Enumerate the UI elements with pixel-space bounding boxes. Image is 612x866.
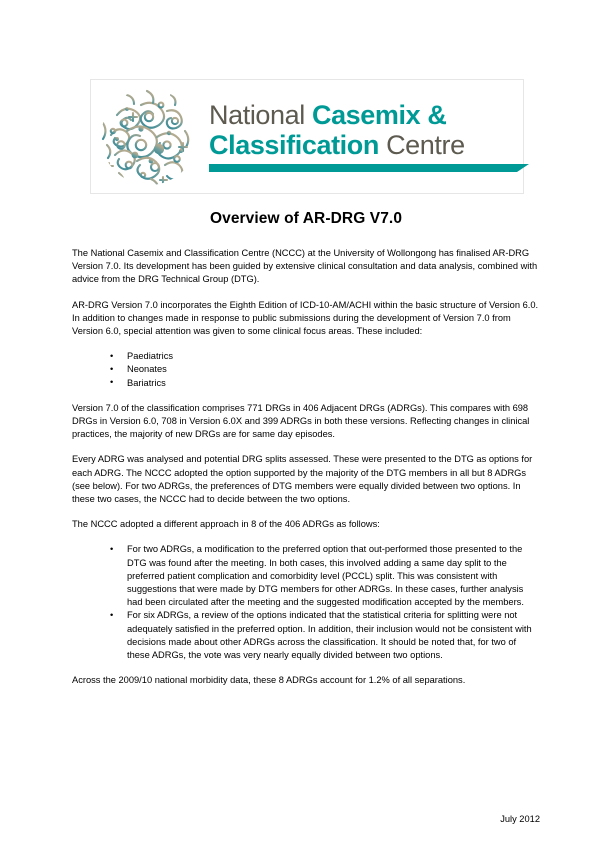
logo-word-national: National bbox=[209, 100, 312, 130]
paragraph-intro: The National Casemix and Classification Centre (NCCC) at the University of Wollongong has finalised AR-DRG Version 7.0. Its development has been guided by extensive clinical consultation and data analysis, combined with advice from the DRG Technical Group (DTG). bbox=[72, 248, 538, 285]
paragraph-version-scope: AR-DRG Version 7.0 incorporates the Eighth Edition of ICD-10-AM/ACHI within the basic structure of Version 6.0. In addition to changes made in response to public submissions during the development of Version 7.0 from Version 6.0, special attention was given to some clinical focus areas. These included: bbox=[72, 299, 539, 337]
logo-word-centre: Centre bbox=[386, 130, 465, 160]
list-item: • For two ADRGs, a modification to the preferred option that out-performed those presented to the DTG was found after the meeting. In both cases, this involved adding a same day split to the preferred patient complication and comorbidity level (PCCL) split. This was consistent with suggestions that were made by DTG members for other ADRGs. In these cases, further analysis had been circulated after the meeting and the suggested modification accepted by the members. bbox=[110, 543, 540, 609]
list-item: • Bariatrics bbox=[110, 377, 540, 390]
different-approach-list bbox=[72, 543, 540, 662]
paragraph-adrg-analysis: Every ADRG was analysed and potential DRG splits assessed. These were presented to the DTG as options for each ADRG. The NCCC adopted the option supported by the majority of the DTG members in all but 8 ADRGs (see below). For two ADRGs, the preferences of DTG members were equally divided between two options. In these two cases, the NCCC had to decide between the two options. bbox=[72, 454, 533, 505]
list-item: • For six ADRGs, a review of the options indicated that the statistical criteria for splitting were not adequately satisfied in the preferred option. In addition, their inclusion would not be consistent with decisions made about other ADRGs across the classification. It should be noted that, for two of these ADRGs, the vote was very nearly equally divided between two options. bbox=[110, 609, 540, 662]
logo-wordmark bbox=[209, 100, 537, 173]
list-item: • Neonates bbox=[110, 363, 540, 376]
logo-banner bbox=[90, 79, 524, 194]
clinical-focus-area-list bbox=[72, 350, 540, 390]
paragraph-different-approach: The NCCC adopted a different approach in 8 of the 406 ADRGs as follows: bbox=[72, 519, 380, 530]
paragraph-drg-counts: Version 7.0 of the classification comprises 771 DRGs in 406 Adjacent DRGs (ADRGs). This compares with 698 DRGs in Version 6.0, 708 in Version 6.0X and 399 ADRGs in both these versions. Reflecting changes in clinical practices, the majority of new DRGs are for same day episodes. bbox=[72, 402, 530, 440]
logo-line-two bbox=[209, 130, 529, 160]
teal-swoosh-rule-icon bbox=[209, 164, 529, 173]
page-title: Overview of AR-DRG V7.0 bbox=[209, 210, 403, 227]
logo-word-classification: Classification bbox=[209, 130, 387, 160]
logo-line-one bbox=[209, 100, 529, 130]
document-body bbox=[72, 247, 540, 699]
document-date: July 2012 bbox=[500, 814, 540, 824]
paragraph-morbidity-summary: Across the 2009/10 national morbidity data, these 8 ADRGs account for 1.2% of all separations. bbox=[72, 675, 466, 686]
nccc-circular-doodle-mark-icon bbox=[97, 85, 201, 189]
list-item: • Paediatrics bbox=[110, 350, 540, 363]
logo-word-casemix-amp: Casemix & bbox=[311, 100, 447, 130]
